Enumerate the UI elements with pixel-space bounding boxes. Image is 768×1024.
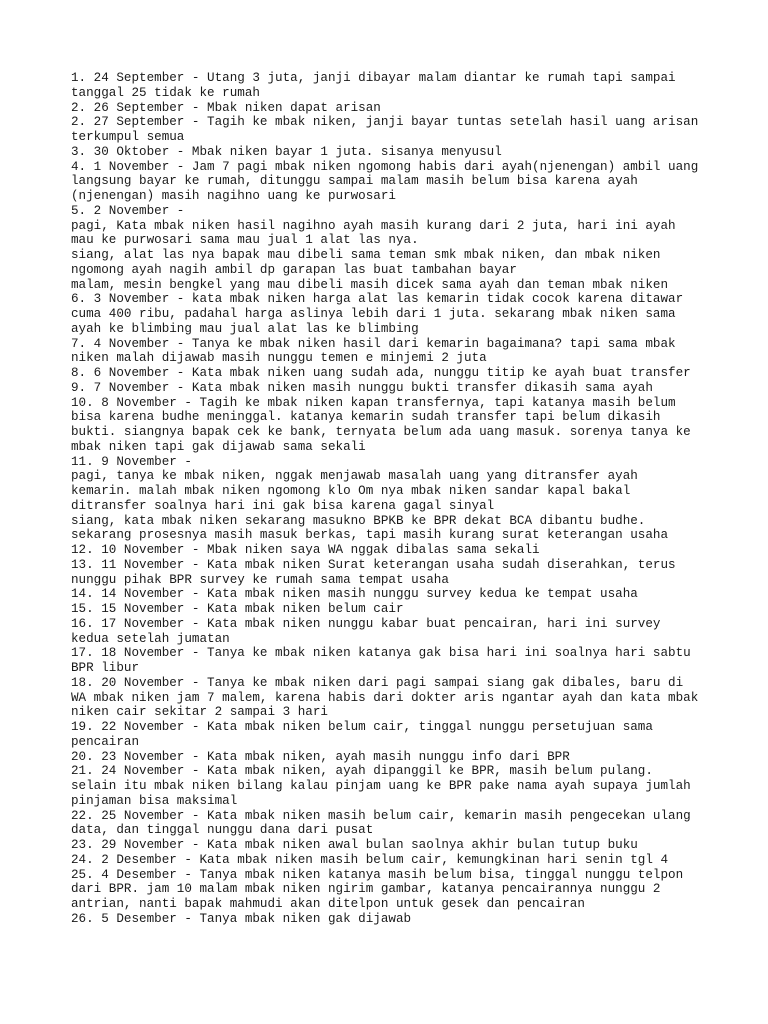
text-line: 13. 11 November - Kata mbak niken Surat keterangan usaha sudah diserahkan, terus: [71, 557, 676, 572]
text-line: nunggu pihak BPR survey ke rumah sama tempat usaha: [71, 572, 449, 587]
text-line: 23. 29 November - Kata mbak niken awal bulan saolnya akhir bulan tutup buku: [71, 838, 638, 852]
text-line: 20. 23 November - Kata mbak niken, ayah masih nunggu info dari BPR: [71, 749, 570, 764]
text-line: (njenengan) masih nagihno uang ke purwosari: [71, 189, 396, 203]
text-line: 8. 6 November - Kata mbak niken uang sudah ada, nunggu titip ke ayah buat transfer: [71, 366, 691, 380]
text-line: ayah ke blimbing mau jual alat las ke blimbing: [71, 321, 419, 336]
text-line: pagi, tanya ke mbak niken, nggak menjawab masalah uang yang ditransfer ayah: [71, 469, 638, 484]
text-line: 5. 2 November -: [71, 203, 185, 218]
text-line: 10. 8 November - Tagih ke mbak niken kapan transfernya, tapi katanya masih belum: [71, 395, 676, 410]
text-line: 14. 14 November - Kata mbak niken masih nunggu survey kedua ke tempat usaha: [71, 587, 638, 602]
text-line: ditransfer soalnya hari ini gak bisa karena gagal sinyal: [71, 498, 495, 513]
text-line: 21. 24 November - Kata mbak niken, ayah dipanggil ke BPR, masih belum pulang.: [71, 764, 653, 779]
text-line: 18. 20 November - Tanya ke mbak niken dari pagi sampai siang gak dibales, baru di: [71, 675, 684, 690]
text-line: 2. 27 September - Tagih ke mbak niken, janji bayar tuntas setelah hasil uang arisan: [71, 115, 699, 130]
text-line: pencairan: [71, 734, 140, 749]
text-line: 26. 5 Desember - Tanya mbak niken gak dijawab: [71, 911, 412, 926]
text-line: 25. 4 Desember - Tanya mbak niken katanya masih belum bisa, tinggal nunggu telpon: [71, 867, 684, 882]
text-line: siang, kata mbak niken sekarang masukno BPKB ke BPR dekat BCA dibantu budhe.: [71, 513, 646, 528]
text-line: bisa karena budhe meninggal. katanya kemarin sudah transfer tapi belum dikasih: [71, 410, 661, 425]
text-line: tanggal 25 tidak ke rumah: [71, 85, 260, 100]
text-line: 7. 4 November - Tanya ke mbak niken hasil dari kemarin bagaimana? tapi sama mbak: [71, 336, 676, 351]
text-line: mau ke purwosari sama mau jual 1 alat las nya.: [71, 233, 419, 248]
text-line: kedua setelah jumatan: [71, 631, 230, 646]
text-line: cuma 400 ribu, padahal harga aslinya lebih dari 1 juta. sekarang mbak niken sama: [71, 307, 676, 321]
text-line: dari BPR. jam 10 malam mbak niken ngirim gambar, katanya pencairannya nunggu 2: [71, 882, 661, 897]
text-line: 12. 10 November - Mbak niken saya WA nggak dibalas sama sekali: [71, 543, 540, 557]
text-line: ngomong ayah nagih ambil dp garapan las buat tambahan bayar: [71, 262, 517, 277]
text-line: 11. 9 November -: [71, 454, 192, 469]
text-line: langsung bayar ke rumah, ditunggu sampai malam masih belum bisa karena ayah: [71, 174, 638, 189]
text-line: malam, mesin bengkel yang mau dibeli masih dicek sama ayah dan teman mbak niken: [71, 277, 669, 292]
text-line: BPR libur: [71, 661, 140, 675]
text-line: terkumpul semua: [71, 130, 185, 144]
text-line: data, dan tinggal nunggu dana dari pusat: [71, 823, 374, 838]
text-line: niken cair sekitar 2 sampai 3 hari: [71, 705, 328, 720]
text-line: 3. 30 Oktober - Mbak niken bayar 1 juta. sisanya menyusul: [71, 144, 502, 159]
text-line: sekarang prosesnya masih masuk berkas, tapi masih kurang surat keterangan usaha: [71, 528, 669, 543]
text-line: 24. 2 Desember - Kata mbak niken masih belum cair, kemungkinan hari senin tgl 4: [71, 852, 669, 867]
text-line: 6. 3 November - kata mbak niken harga alat las kemarin tidak cocok karena ditawar: [71, 292, 684, 307]
text-line: pagi, Kata mbak niken hasil nagihno ayah masih kurang dari 2 juta, hari ini ayah: [71, 218, 676, 233]
text-line: siang, alat las nya bapak mau dibeli sama teman smk mbak niken, dan mbak niken: [71, 248, 661, 262]
text-line: pinjaman bisa maksimal: [71, 793, 238, 808]
text-line: selain itu mbak niken bilang kalau pinjam uang ke BPR pake nama ayah supaya jumlah: [71, 779, 691, 793]
text-line: antrian, nanti bapak mahmudi akan ditelpon untuk gesek dan pencairan: [71, 897, 585, 911]
text-line: bukti. siangnya bapak cek ke bank, ternyata belum ada uang masuk. sorenya tanya ke: [71, 425, 691, 439]
text-line: 2. 26 September - Mbak niken dapat arisan: [71, 100, 381, 115]
text-line: 19. 22 November - Kata mbak niken belum cair, tinggal nunggu persetujuan sama: [71, 720, 653, 734]
text-line: 22. 25 November - Kata mbak niken masih belum cair, kemarin masih pengecekan ulang: [71, 808, 691, 823]
text-line: mbak niken tapi gak dijawab sama sekali: [71, 439, 366, 454]
text-line: kemarin. malah mbak niken ngomong klo Om nya mbak niken sandar kapal bakal: [71, 484, 631, 498]
text-line: 9. 7 November - Kata mbak niken masih nunggu bukti transfer dikasih sama ayah: [71, 380, 653, 395]
text-line: 15. 15 November - Kata mbak niken belum cair: [71, 602, 404, 616]
text-line: 1. 24 September - Utang 3 juta, janji dibayar malam diantar ke rumah tapi sampai: [71, 71, 676, 85]
text-line: niken malah dijawab masih nunggu temen e minjemi 2 juta: [71, 351, 487, 366]
text-line: 17. 18 November - Tanya ke mbak niken katanya gak bisa hari ini soalnya hari sabtu: [71, 646, 691, 661]
text-line: 16. 17 November - Kata mbak niken nunggu kabar buat pencairan, hari ini survey: [71, 616, 661, 631]
text-line: 4. 1 November - Jam 7 pagi mbak niken ngomong habis dari ayah(njenengan) ambil uang: [71, 159, 699, 174]
text-line: WA mbak niken jam 7 malem, karena habis dari dokter aris ngantar ayah dan kata mbak: [71, 690, 699, 705]
document-page: [71, 71, 761, 927]
